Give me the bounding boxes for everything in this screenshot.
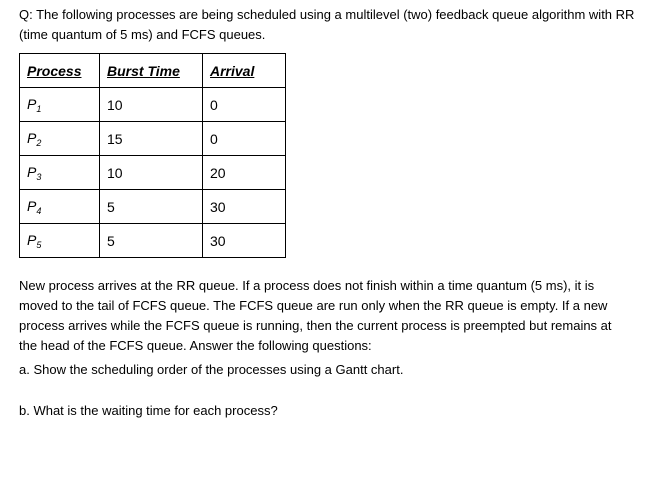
cell-process	[20, 224, 100, 258]
cell-process	[20, 156, 100, 190]
table-row	[20, 224, 286, 258]
cell-burst-time: 5	[100, 190, 203, 224]
table-row	[20, 156, 286, 190]
cell-arrival: 30	[203, 190, 286, 224]
cell-arrival: 30	[203, 224, 286, 258]
process-name: $P_5$	[27, 231, 42, 250]
table-row	[20, 190, 286, 224]
process-name: $P_1$	[27, 95, 42, 114]
process-name: $P_3$	[27, 163, 42, 182]
table-row	[20, 122, 286, 156]
cell-process	[20, 122, 100, 156]
cell-burst-time: 10	[100, 156, 203, 190]
cell-arrival: 0	[203, 122, 286, 156]
cell-burst-time: 10	[100, 88, 203, 122]
table-row	[20, 88, 286, 122]
header-arrival: Arrival	[203, 54, 286, 88]
process-name: $P_2$	[27, 129, 42, 148]
process-name: $P_4$	[27, 197, 42, 216]
cell-arrival: 0	[203, 88, 286, 122]
cell-process	[20, 190, 100, 224]
cell-process	[20, 88, 100, 122]
header-burst-time: Burst Time	[100, 54, 203, 88]
description-paragraph: New process arrives at the RR queue. If a process does not finish within a time quantum (5 ms), it is moved to the tail of FCFS queue. The FCFS queue are run only when the RR queue is empty. If a new process arrives while the FCFS queue is running, then the current process is preempted but remains at the head of the FCFS queue. Answer the following questions:	[19, 278, 612, 353]
table-header-row	[20, 54, 286, 88]
question-b: b. What is the waiting time for each process?	[19, 403, 278, 418]
cell-burst-time: 5	[100, 224, 203, 258]
cell-burst-time: 15	[100, 122, 203, 156]
process-table	[19, 53, 286, 258]
cell-arrival: 20	[203, 156, 286, 190]
question-intro: Q: The following processes are being scheduled using a multilevel (two) feedback queue algorithm with RR (time quantum of 5 ms) and FCFS queues.	[19, 7, 635, 42]
question-a: a. Show the scheduling order of the processes using a Gantt chart.	[19, 362, 404, 377]
header-process: Process	[20, 54, 100, 88]
